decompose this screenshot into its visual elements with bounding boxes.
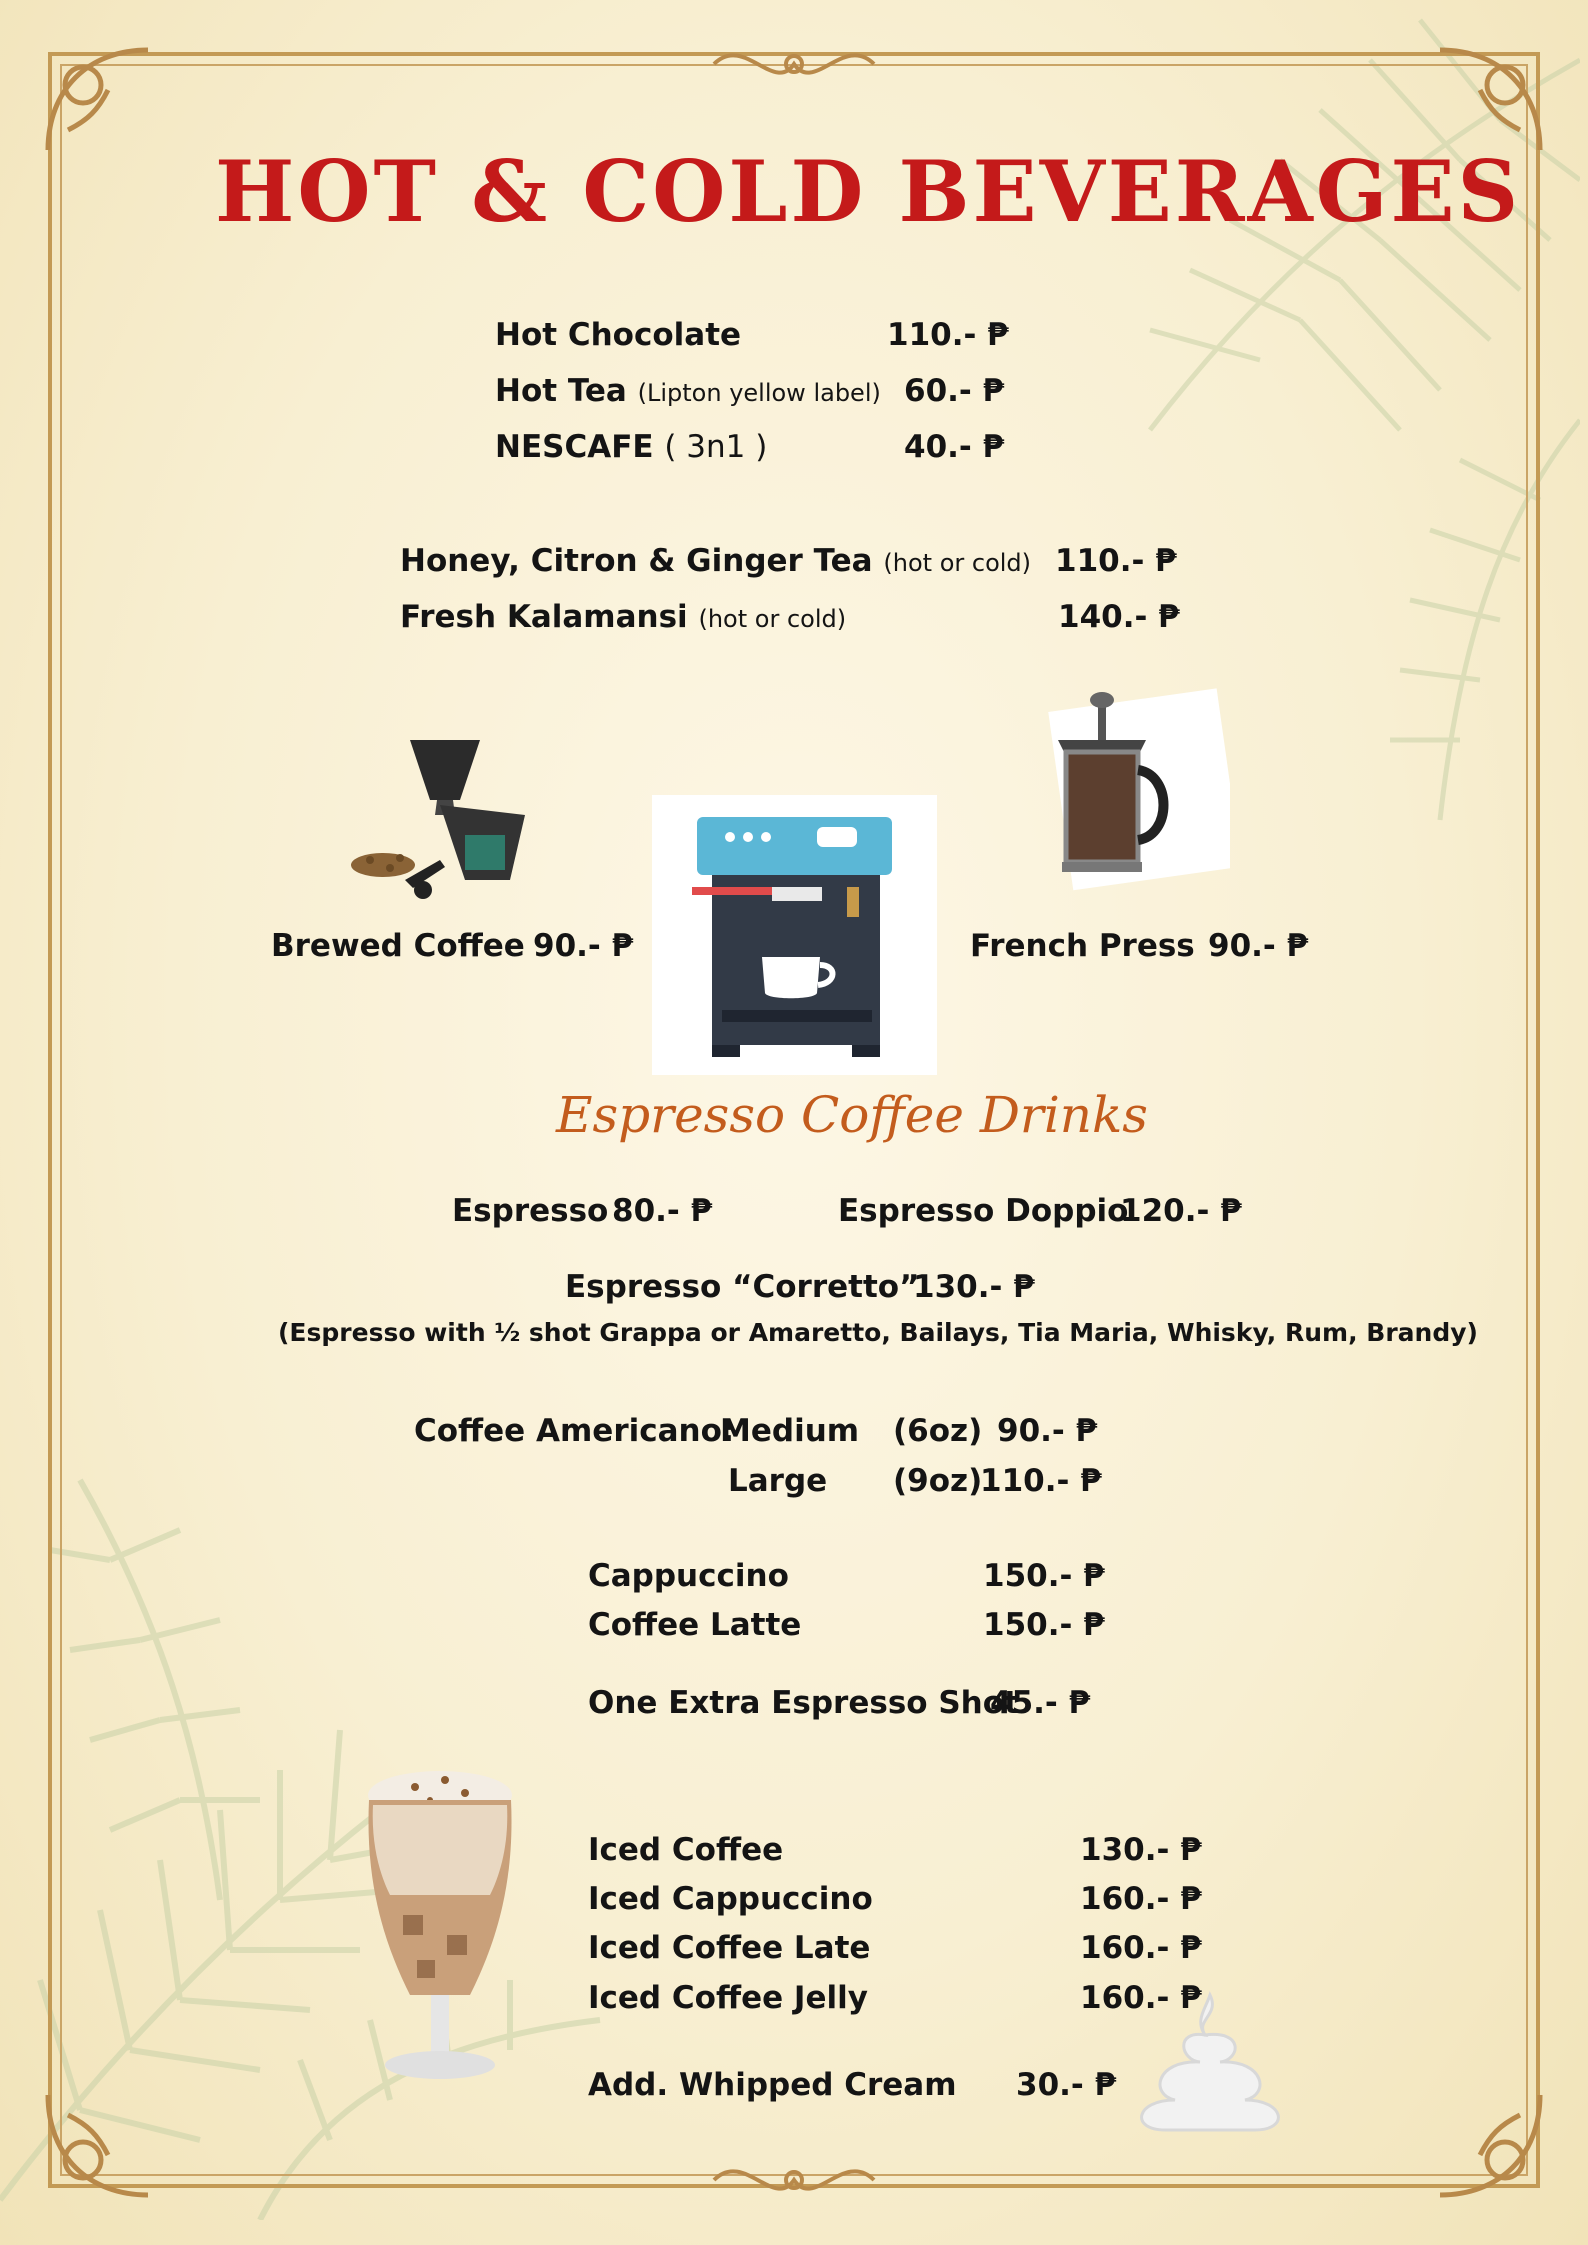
menu-item-price: 40.- ₱	[904, 429, 1005, 465]
size-oz: (9oz)	[893, 1463, 983, 1499]
menu-item-price: 150.- ₱	[983, 1558, 1105, 1594]
menu-item-price: 110.- ₱	[980, 1463, 1102, 1499]
page-title: HOT & COLD BEVERAGES	[215, 142, 1522, 241]
menu-item-price: 80.- ₱	[612, 1193, 713, 1229]
menu-item-price: 110.- ₱	[887, 317, 1009, 353]
menu-item-price: 140.- ₱	[1058, 599, 1180, 635]
french-press-illustration	[1020, 680, 1230, 900]
menu-item-price: 90.- ₱	[1208, 928, 1309, 964]
menu-item-price: 160.- ₱	[1080, 1980, 1202, 2016]
menu-item-price: 130.- ₱	[913, 1269, 1035, 1305]
menu-item-name: Fresh Kalamansi (hot or cold)	[400, 599, 847, 635]
menu-item-price: 90.- ₱	[533, 928, 634, 964]
pour-over-coffee-illustration	[345, 730, 535, 900]
menu-item-price: 130.- ₱	[1080, 1832, 1202, 1868]
menu-item-name: Hot Chocolate	[495, 317, 742, 353]
menu-item-note: ( 3n1 )	[664, 429, 768, 465]
menu-item-price: 120.- ₱	[1120, 1193, 1242, 1229]
menu-item-name: One Extra Espresso Shot	[588, 1685, 1019, 1721]
size-oz: (6oz)	[893, 1413, 983, 1449]
menu-item-name: Add. Whipped Cream	[588, 2067, 957, 2103]
espresso-machine-illustration	[652, 795, 937, 1075]
menu-item-price: 45.- ₱	[990, 1685, 1091, 1721]
menu-item-note: (Espresso with ½ shot Grappa or Amaretto, Bailays, Tia Maria, Whisky, Rum, Brandy)	[278, 1318, 1478, 1347]
menu-item-price: 90.- ₱	[997, 1413, 1098, 1449]
menu-item-name: Coffee Latte	[588, 1607, 802, 1643]
menu-item-note: (Lipton yellow label)	[637, 379, 881, 407]
menu-item-name: Iced Cappuccino	[588, 1881, 873, 1917]
menu-item-name: Iced Coffee Jelly	[588, 1980, 868, 2016]
menu-item-price: 60.- ₱	[904, 373, 1005, 409]
menu-item-price: 110.- ₱	[1055, 543, 1177, 579]
menu-item-name: Iced Coffee Late	[588, 1930, 871, 1966]
bottom-flourish-icon	[704, 2150, 884, 2210]
americano-label: Coffee Americano:	[414, 1413, 735, 1449]
corner-ornament-icon	[28, 30, 168, 170]
whipped-cream-illustration	[1125, 1990, 1295, 2135]
section-title: Espresso Coffee Drinks	[556, 1086, 1148, 1144]
size-label: Large	[728, 1463, 828, 1499]
iced-coffee-glass-illustration	[355, 1765, 525, 2095]
menu-item-note: (hot or cold)	[883, 549, 1032, 577]
menu-item-name: Hot Tea (Lipton yellow label)	[495, 373, 881, 409]
menu-item-name: NESCAFE ( 3n1 )	[495, 429, 768, 465]
menu-item-price: 150.- ₱	[983, 1607, 1105, 1643]
corner-ornament-icon	[28, 2075, 168, 2215]
menu-item-price: 160.- ₱	[1080, 1881, 1202, 1917]
menu-item-name: French Press	[970, 928, 1195, 964]
size-label: Medium	[720, 1413, 860, 1449]
menu-item-price: 30.- ₱	[1016, 2067, 1117, 2103]
menu-item-name: Iced Coffee	[588, 1832, 784, 1868]
menu-item-name: Brewed Coffee	[271, 928, 525, 964]
menu-item-name: Cappuccino	[588, 1558, 789, 1594]
menu-item-name: Espresso Doppio	[838, 1193, 1129, 1229]
menu-item-name: Honey, Citron & Ginger Tea (hot or cold)	[400, 543, 1032, 579]
corner-ornament-icon	[1420, 2075, 1560, 2215]
menu-item-name: Espresso “Corretto”	[565, 1269, 920, 1305]
menu-item-note: (hot or cold)	[698, 605, 847, 633]
menu-item-price: 160.- ₱	[1080, 1930, 1202, 1966]
top-flourish-icon	[704, 34, 884, 94]
menu-item-name: Espresso	[452, 1193, 609, 1229]
